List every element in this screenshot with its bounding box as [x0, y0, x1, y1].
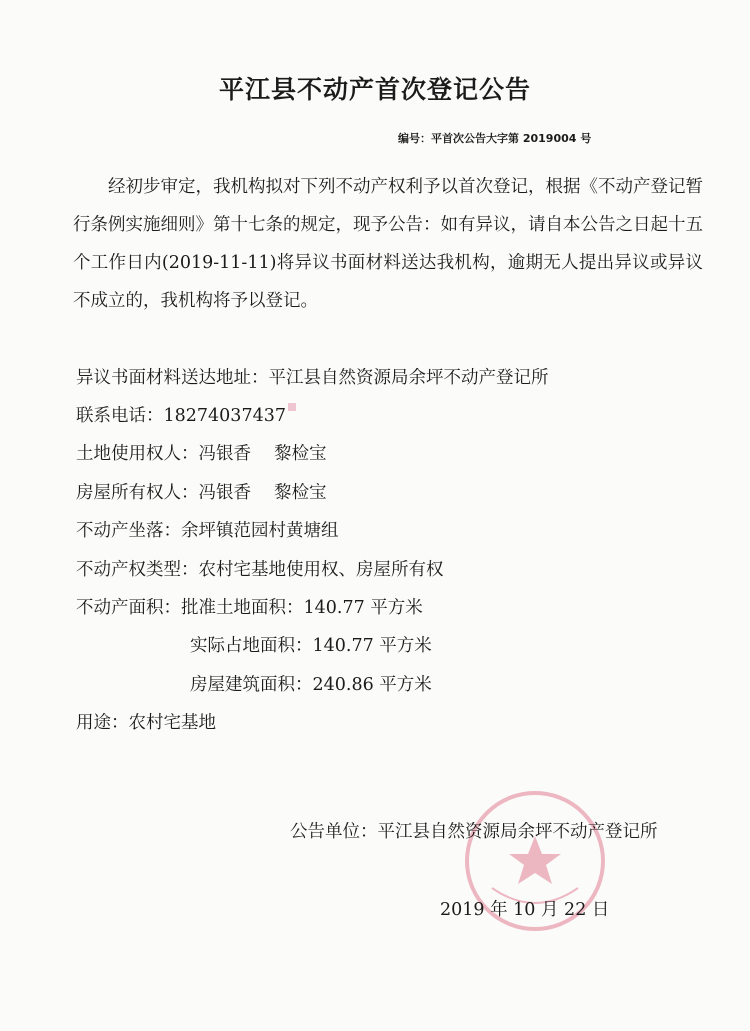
phone-field: 联系电话：18274037437: [76, 406, 286, 426]
land-user-field: 土地使用权人：冯银香 黎检宝: [76, 444, 327, 464]
issue-date: 2019 年 10 月 22 日: [440, 900, 610, 920]
page-title: 平江县不动产首次登记公告: [218, 75, 531, 104]
right-type-field: 不动产权类型：农村宅基地使用权、房屋所有权: [76, 560, 444, 580]
area-actual-field: 实际占地面积：140.77 平方米: [190, 636, 432, 656]
ink-mark: [288, 403, 296, 411]
address-field: 异议书面材料送达地址：平江县自然资源局余坪不动产登记所: [76, 368, 549, 388]
area-building-field: 房屋建筑面积：240.86 平方米: [190, 675, 432, 695]
location-field: 不动产坐落：余坪镇范园村黄塘组: [76, 521, 339, 541]
house-owner-field: 房屋所有权人：冯银香 黎检宝: [76, 483, 327, 503]
usage-field: 用途：农村宅基地: [76, 713, 216, 733]
issuing-unit: 公告单位：平江县自然资源局余坪不动产登记所: [290, 822, 658, 842]
area-approved-field: 不动产面积：批准土地面积：140.77 平方米: [76, 598, 423, 618]
document-number: 编号：平首次公告大字第 2019004 号: [398, 132, 592, 145]
announcement-paragraph: 经初步审定，我机构拟对下列不动产权利予以首次登记，根据《不动产登记暂行条例实施细则》第十七条的规定，现予公告：如有异议，请自本公告之日起十五个工作日内(2019-11-11)将异议书面材料送达我机构，逾期无人提出异议或异议不成立的，我机构将予以登记。: [73, 177, 703, 311]
